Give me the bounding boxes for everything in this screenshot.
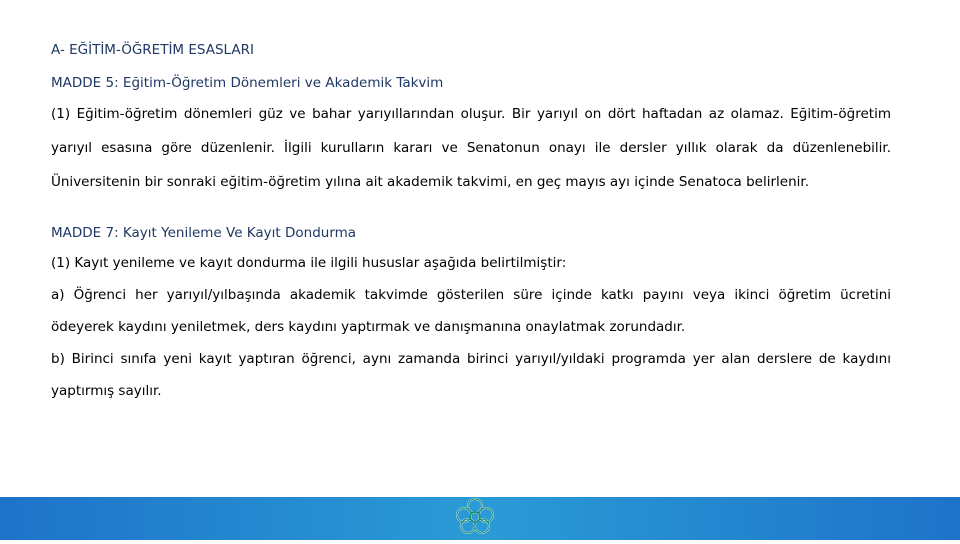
document-body [51,38,891,407]
section-title: A- EĞİTİM-ÖĞRETİM ESASLARI [51,42,254,58]
madde5-title: MADDE 5: Eğitim-Öğretim Dönemleri ve Akademik Takvim [51,75,444,91]
madde5-paragraph-1: (1) Eğitim-öğretim dönemleri güz ve bahar yarıyıllarından oluşur. Bir yarıyıl on dört haftadan az olamaz. Eğitim-öğretim yarıyıl esasına göre düzenlenir. İlgili kurulların kararı ve Senatonun onayı ile dersler yıllık olarak da düzenlenebilir. Üniversitenin bir sonraki eğitim-öğretim yılına ait akademik takvimi, en geç mayıs ayı içinde Senatoca belirlenir. [51,106,891,190]
madde7-paragraph-1: (1) Kayıt yenileme ve kayıt dondurma ile ilgili hususlar aşağıda belirtilmiştir: [51,255,567,271]
madde7-title: MADDE 7: Kayıt Yenileme Ve Kayıt Dondurma [51,225,357,241]
madde7-paragraph-b: b) Birinci sınıfa yeni kayıt yaptıran öğrenci, aynı zamanda birinci yarıyıl/yıldaki programda yer alan derslere de kaydını yaptırmış sayılır. [51,351,891,399]
madde7-paragraph-a: a) Öğrenci her yarıyıl/yılbaşında akademik takvimde gösterilen süre içinde katkı payını veya ikinci öğretim ücretini ödeyerek kaydını yeniletmek, ders kaydını yaptırmak ve danışmanına onaylatmak zorundadır. [51,287,891,335]
university-seal-icon [449,495,501,540]
